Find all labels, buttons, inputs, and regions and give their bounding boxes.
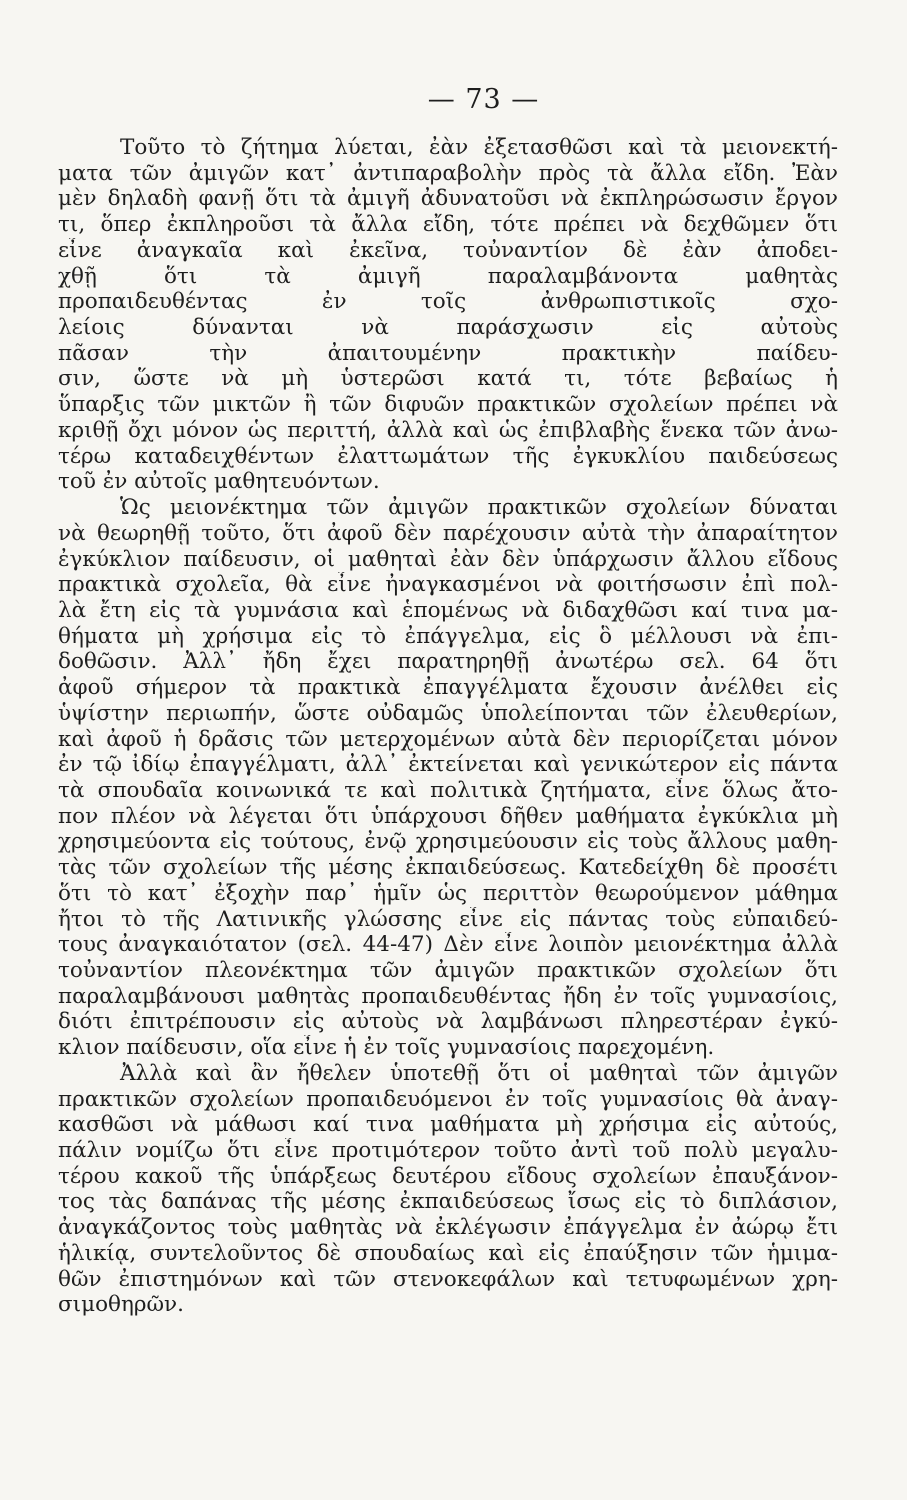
text-line: θήματα μὴ χρήσιμα εἰς τὸ ἐπάγγελμα, εἰς ὃ μέλλουσι νὰ ἐπι- — [58, 623, 838, 649]
text-line: ὑψίστην περιωπήν, ὥστε οὐδαμῶς ὑπολείπονται τῶν ἐλευθερίων, — [58, 700, 838, 726]
text-line: ματα τῶν ἀμιγῶν κατ᾽ ἀντιπαραβολὴν πρὸς τὰ ἄλλα εἴδη. Ἐὰν — [58, 160, 838, 186]
text-line: μὲν δηλαδὴ φανῇ ὅτι τὰ ἀμιγῆ ἀδυνατοῦσι νὰ ἐκπληρώσωσιν ἔργον — [58, 186, 838, 212]
text-line: προπαιδευθέντας ἐν τοῖς ἀνθρωπιστικοῖς σχο- — [58, 289, 838, 315]
text-line: τι, ὅπερ ἐκπληροῦσι τὰ ἄλλα εἴδη, τότε πρέπει νὰ δεχθῶμεν ὅτι — [58, 212, 838, 238]
page-number: — 73 — — [427, 84, 540, 115]
text-line: δοθῶσιν. Ἀλλ᾽ ἤδη ἔχει παρατηρηθῇ ἀνωτέρω σελ. 64 ὅτι — [58, 649, 838, 675]
text-line: τέρου κακοῦ τῆς ὑπάρξεως δευτέρου εἴδους σχολείων ἐπαυξάνον- — [58, 1163, 838, 1189]
text-line: τέρω καταδειχθέντων ἐλαττωμάτων τῆς ἐγκυκλίου παιδεύσεως — [58, 443, 838, 469]
text-line: χρησιμεύοντα εἰς τούτους, ἐνῷ χρησιμεύουσιν εἰς τοὺς ἄλλους μαθη- — [58, 829, 838, 855]
text-line: Ἀλλὰ καὶ ἂν ἤθελεν ὑποτεθῇ ὅτι οἱ μαθηταὶ τῶν ἀμιγῶν — [120, 1060, 838, 1086]
text-line: Τοῦτο τὸ ζήτημα λύεται, ἐὰν ἐξετασθῶσι καὶ τὰ μειονεκτή- — [120, 135, 838, 160]
text-line: τοῦ ἐν αὐτοῖς μαθητευόντων. — [58, 469, 380, 495]
text-line: τὰ σπουδαῖα κοινωνικά τε καὶ πολιτικὰ ζητήματα, εἶνε ὅλως ἄτο- — [58, 777, 838, 803]
text-line: ὕπαρξις τῶν μικτῶν ἢ τῶν διφυῶν πρακτικῶν σχολείων πρέπει νὰ — [58, 392, 838, 418]
text-line: πον πλέον νὰ λέγεται ὅτι ὑπάρχουσι δῆθεν μαθήματα ἐγκύκλια μὴ — [58, 803, 838, 829]
text-line: πρακτικὰ σχολεῖα, θὰ εἶνε ἠναγκασμένοι νὰ φοιτήσωσιν ἐπὶ πολ- — [58, 572, 838, 598]
text-line: ἐν τῷ ἰδίῳ ἐπαγγέλματι, ἀλλ᾽ ἐκτείνεται καὶ γενικώτερον εἰς πάντα — [58, 752, 838, 778]
text-line: νὰ θεωρηθῇ τοῦτο, ὅτι ἀφοῦ δὲν παρέχουσιν αὐτὰ τὴν ἀπαραίτητον — [58, 520, 838, 546]
text-line: τὰς τῶν σχολείων τῆς μέσης ἐκπαιδεύσεως. Κατεδείχθη δὲ προσέτι — [58, 855, 838, 881]
text-line: λὰ ἔτη εἰς τὰ γυμνάσια καὶ ἑπομένως νὰ διδαχθῶσι καί τινα μα- — [58, 597, 838, 623]
text-line: κλιον παίδευσιν, οἵα εἶνε ἡ ἐν τοῖς γυμνασίοις παρεχομένη. — [58, 1035, 715, 1061]
text-line: κριθῇ ὄχι μόνον ὡς περιττή, ἀλλὰ καὶ ὡς ἐπιβλαβὴς ἕνεκα τῶν ἀνω- — [58, 417, 838, 443]
text-line: χθῇ ὅτι τὰ ἀμιγῆ παραλαμβάνοντα μαθητὰς — [58, 263, 838, 289]
text-line: ἐγκύκλιον παίδευσιν, οἱ μαθηταὶ ἐὰν δὲν ὑπάρχωσιν ἄλλου εἴδους — [58, 546, 838, 572]
text-line: τος τὰς δαπάνας τῆς μέσης ἐκπαιδεύσεως ἴσως εἰς τὸ διπλάσιον, — [58, 1189, 838, 1215]
text-line: ὅτι τὸ κατ᾽ ἐξοχὴν παρ᾽ ἡμῖν ὡς περιττὸν θεωρούμενον μάθημα — [58, 880, 838, 906]
text-line: καὶ ἀφοῦ ἡ δρᾶσις τῶν μετερχομένων αὐτὰ δὲν περιορίζεται μόνον — [58, 726, 838, 752]
text-line: τοὐναντίον πλεονέκτημα τῶν ἀμιγῶν πρακτικῶν σχολείων ὅτι — [58, 958, 838, 983]
text-line: λείοις δύνανται νὰ παράσχωσιν εἰς αὐτοὺς — [58, 315, 838, 341]
text-line: ἤτοι τὸ τῆς Λατινικῆς γλώσσης εἶνε εἰς πάντας τοὺς εὐπαιδεύ- — [58, 906, 838, 932]
text-line: ἀναγκάζοντος τοὺς μαθητὰς νὰ ἐκλέγωσιν ἐπάγγελμα ἐν ἀώρῳ ἔτι — [58, 1215, 838, 1241]
text-line: κασθῶσι νὰ μάθωσι καί τινα μαθήματα μὴ χρήσιμα εἰς αὐτούς, — [58, 1112, 838, 1138]
text-line: εἶνε ἀναγκαῖα καὶ ἐκεῖνα, τοὐναντίον δὲ ἐὰν ἀποδει- — [58, 237, 838, 263]
text-line: τους ἀναγκαιότατον (σελ. 44-47) Δὲν εἶνε λοιπὸν μειονέκτημα ἀλλὰ — [58, 932, 838, 958]
text-line: σιμοθηρῶν. — [58, 1292, 184, 1318]
body-text — [58, 135, 838, 1318]
text-line: πᾶσαν τὴν ἀπαιτουμένην πρακτικὴν παίδευ- — [58, 340, 838, 366]
text-line: πρακτικῶν σχολείων προπαιδευόμενοι ἐν τοῖς γυμνασίοις θὰ ἀναγ- — [58, 1086, 838, 1112]
text-line: παραλαμβάνουσι μαθητὰς προπαιδευθέντας ἤδη ἐν τοῖς γυμνασίοις, — [58, 983, 838, 1009]
text-line: θῶν ἐπιστημόνων καὶ τῶν στενοκεφάλων καὶ τετυφωμένων χρη- — [58, 1266, 838, 1292]
text-line: ἀφοῦ σήμερον τὰ πρακτικὰ ἐπαγγέλματα ἔχουσιν ἀνέλθει εἰς — [58, 675, 838, 701]
text-line: πάλιν νομίζω ὅτι εἶνε προτιμότερον τοῦτο ἀντὶ τοῦ πολὺ μεγαλυ- — [58, 1138, 838, 1164]
text-line: Ὡς μειονέκτημα τῶν ἀμιγῶν πρακτικῶν σχολείων δύναται — [120, 495, 838, 521]
text-line: σιν, ὥστε νὰ μὴ ὑστερῶσι κατά τι, τότε βεβαίως ἡ — [58, 366, 838, 392]
text-line: διότι ἐπιτρέπουσιν εἰς αὐτοὺς νὰ λαμβάνωσι πληρεστέραν ἐγκύ- — [58, 1009, 838, 1035]
text-line: ἡλικίᾳ, συντελοῦντος δὲ σπουδαίως καὶ εἰς ἐπαύξησιν τῶν ἡμιμα- — [58, 1240, 838, 1266]
